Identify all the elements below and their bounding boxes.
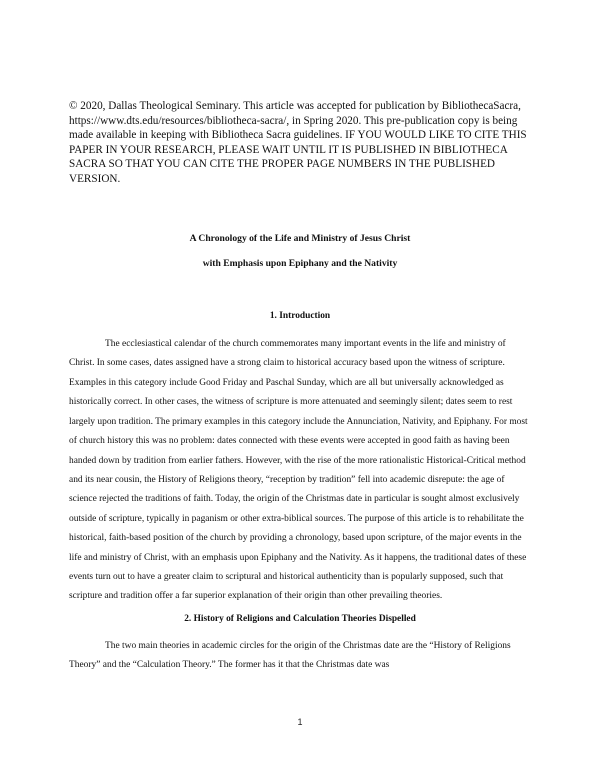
article-title: A Chronology of the Life and Ministry of Jesus Christ: [189, 233, 411, 244]
introduction-paragraph: The ecclesiastical calendar of the church commemorates many important events in the life and ministry of Christ. In some cases, dates assigned have a strong claim to historical accuracy based upon the witness of scripture. Examples in this category include Good Friday and Paschal Sunday, which are all but universally acknowledged as historically correct. In other cases, the witness of scripture is more attenuated and seemingly silent; dates seem to rest largely upon tradition. The primary examples in this category include the Annunciation, Nativity, and Epiphany. For most of church history this was no problem: dates connected with these events were accepted in good faith as having been handed down by tradition from earlier fathers. However, with the rise of the more rationalistic Historical-Critical method and its near cousin, the History of Religions theory, “reception by tradition” fell into academic disrepute: the age of science rejected the traditions of faith. Today, the origin of the Christmas date in particular is sought almost exclusively outside of scripture, typically in paganism or other extra-biblical sources. The purpose of this article is to rehabilitate the historical, faith-based position of the church by providing a chronology, based upon scripture, of the major events in the life and ministry of Christ, with an emphasis upon Epiphany and the Nativity. As it happens, the traditional dates of these events turn out to have a greater claim to scriptural and historical authenticity than is popularly supposed, such that scripture and tradition offer a far superior explanation of their origin than other prevailing theories.: [69, 339, 528, 602]
article-subtitle: with Emphasis upon Epiphany and the Nativity: [202, 258, 398, 269]
copyright-notice: © 2020, Dallas Theological Seminary. This article was accepted for publication by BibliothecaSacra, https://www.dts.edu/resources/bibliotheca-sacra/, in Spring 2020. This pre-publication copy is being made available in keeping with Bibliotheca Sacra guidelines. IF YOU WOULD LIKE TO CITE THIS PAPER IN YOUR RESEARCH, PLEASE WAIT UNTIL IT IS PUBLISHED IN BIBLIOTHECA SACRA SO THAT YOU CAN CITE THE PROPER PAGE NUMBERS IN THE PUBLISHED VERSION.: [69, 100, 527, 185]
section-heading-theories: 2. History of Religions and Calculation Theories Dispelled: [184, 614, 416, 624]
section-heading-introduction: 1. Introduction: [269, 311, 331, 321]
page-number: 1: [297, 717, 303, 727]
theories-paragraph: The two main theories in academic circles for the origin of the Christmas date are the “History of Religions Theory” and the “Calculation Theory.” The former has it that the Christmas date was: [69, 641, 511, 671]
